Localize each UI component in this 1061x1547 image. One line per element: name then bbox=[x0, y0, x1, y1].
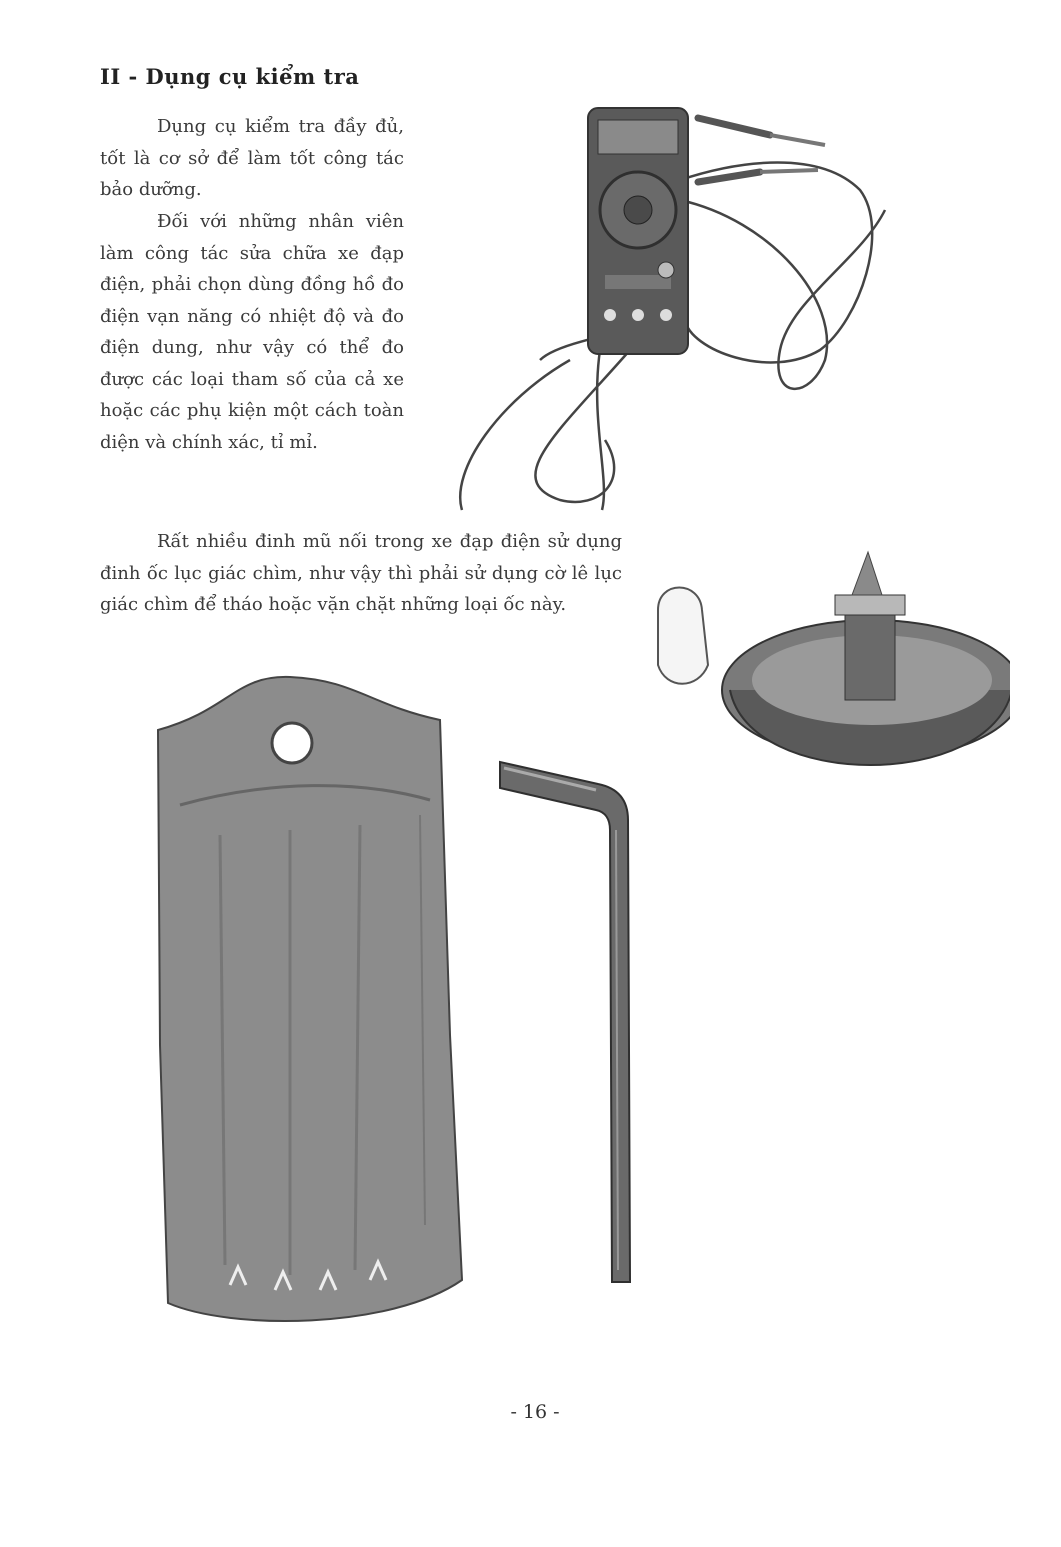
multimeter-photo bbox=[440, 100, 900, 520]
section-heading: II - Dụng cụ kiểm tra bbox=[100, 64, 360, 89]
page-number: - 16 - bbox=[510, 1401, 560, 1423]
paragraph-intro: Dụng cụ kiểm tra đầy đủ, tốt là cơ sở để làm tốt công tác bảo dưỡng. bbox=[100, 116, 404, 200]
paragraph-hex-tools: Rất nhiều đinh mũ nối trong xe đạp điện sử dụng đinh ốc lục giác chìm, như vậy thì phải sử dụng cờ lê lục giác chìm để tháo hoặc vặn chặt những loại ốc này. bbox=[100, 531, 622, 615]
hex-key-photo bbox=[488, 750, 638, 1300]
tool-kit-photo bbox=[640, 540, 1010, 840]
tool-pouch-photo bbox=[140, 665, 480, 1345]
paragraph-multimeter: Đối với những nhân viên làm công tác sửa chữa xe đạp điện, phải chọn dùng đồng hồ đo điện vạn năng có nhiệt độ và đo điện dung, như vậy có thể đo được các loại tham số của cả xe hoặc các phụ kiện một cách toàn diện và chính xác, tỉ mỉ. bbox=[100, 211, 404, 453]
